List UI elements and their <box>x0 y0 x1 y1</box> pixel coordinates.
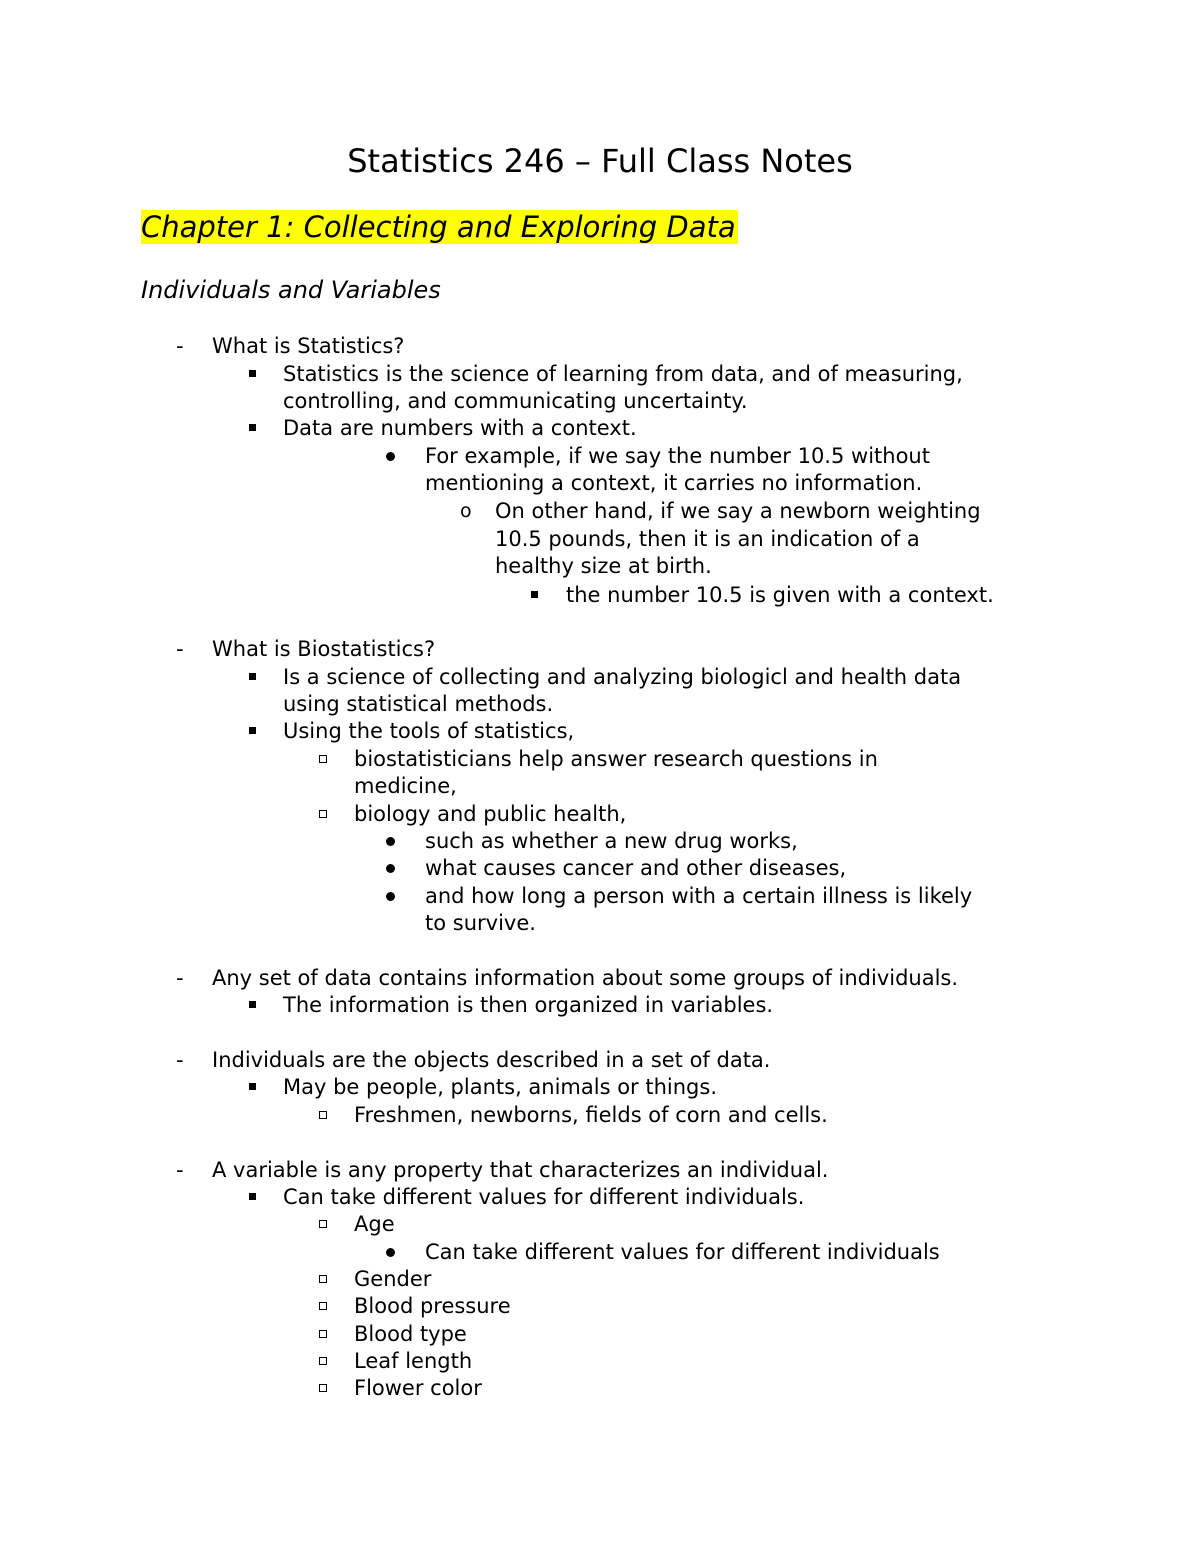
hollow-square-bullet-icon <box>319 1220 327 1228</box>
list-item: Blood type <box>354 1322 467 1346</box>
list-item: biology and public health, <box>354 802 627 826</box>
list-item: Can take different values for different individuals. <box>283 1185 805 1209</box>
dash-bullet-icon: - <box>176 966 184 990</box>
square-bullet-icon <box>249 370 256 377</box>
hollow-square-bullet-icon <box>319 1330 327 1338</box>
list-item: and how long a person with a certain illness is likely <box>425 884 973 908</box>
list-item: Freshmen, newborns, fields of corn and cells. <box>354 1103 828 1127</box>
list-item: Individuals are the objects described in a set of data. <box>212 1048 771 1072</box>
square-bullet-icon <box>249 673 256 680</box>
document-title: Statistics 246 – Full Class Notes <box>347 142 853 180</box>
dash-bullet-icon: - <box>176 637 184 661</box>
round-bullet-icon <box>386 864 395 873</box>
list-item: The information is then organized in variables. <box>283 993 774 1017</box>
dash-bullet-icon: - <box>176 334 184 358</box>
square-bullet-icon <box>249 727 256 734</box>
chapter-heading <box>141 207 738 247</box>
list-item: Can take different values for different individuals <box>425 1240 940 1264</box>
hollow-square-bullet-icon <box>319 1275 327 1283</box>
hollow-square-bullet-icon <box>319 810 327 818</box>
list-item-continued: to survive. <box>425 911 536 935</box>
list-item: Any set of data contains information about some groups of individuals. <box>212 966 959 990</box>
square-bullet-icon <box>249 1193 256 1200</box>
list-item-continued: healthy size at birth. <box>495 554 712 578</box>
list-item-continued: using statistical methods. <box>283 692 554 716</box>
list-item: Leaf length <box>354 1349 473 1373</box>
hollow-square-bullet-icon <box>319 1302 327 1310</box>
chapter-heading-text: Chapter 1: Collecting and Exploring Data <box>141 210 736 244</box>
list-item: biostatisticians help answer research questions in <box>354 747 878 771</box>
list-item: Statistics is the science of learning from data, and of measuring, <box>283 362 963 386</box>
hollow-square-bullet-icon <box>319 1111 327 1119</box>
list-item-continued: 10.5 pounds, then it is an indication of a <box>495 527 920 551</box>
round-bullet-icon <box>386 1248 395 1257</box>
list-item: What is Statistics? <box>212 334 405 358</box>
list-item: Using the tools of statistics, <box>283 719 575 743</box>
round-bullet-icon <box>386 892 395 901</box>
section-heading: Individuals and Variables <box>141 276 441 304</box>
list-item: Data are numbers with a context. <box>283 416 637 440</box>
dash-bullet-icon: - <box>176 1048 184 1072</box>
list-item: Age <box>354 1212 395 1236</box>
list-item: On other hand, if we say a newborn weighting <box>495 499 981 523</box>
round-bullet-icon <box>386 452 395 461</box>
list-item-continued: medicine, <box>354 774 457 798</box>
list-item-continued: mentioning a context, it carries no information. <box>425 471 923 495</box>
square-bullet-icon <box>249 1001 256 1008</box>
list-item: Flower color <box>354 1376 482 1400</box>
list-item: A variable is any property that characterizes an individual. <box>212 1158 829 1182</box>
hollow-square-bullet-icon <box>319 1384 327 1392</box>
list-item: such as whether a new drug works, <box>425 829 798 853</box>
circle-bullet-icon: o <box>460 500 472 522</box>
dash-bullet-icon: - <box>176 1158 184 1182</box>
list-item: May be people, plants, animals or things. <box>283 1075 717 1099</box>
square-bullet-icon <box>531 591 538 598</box>
list-item: Blood pressure <box>354 1294 511 1318</box>
list-item: For example, if we say the number 10.5 without <box>425 444 930 468</box>
square-bullet-icon <box>249 1083 256 1090</box>
hollow-square-bullet-icon <box>319 1357 327 1365</box>
list-item: Gender <box>354 1267 432 1291</box>
hollow-square-bullet-icon <box>319 755 327 763</box>
round-bullet-icon <box>386 837 395 846</box>
list-item: the number 10.5 is given with a context. <box>566 583 994 607</box>
list-item: What is Biostatistics? <box>212 637 436 661</box>
list-item: what causes cancer and other diseases, <box>425 856 847 880</box>
list-item-continued: controlling, and communicating uncertainty. <box>283 389 748 413</box>
list-item: Is a science of collecting and analyzing biologicl and health data <box>283 665 962 689</box>
square-bullet-icon <box>249 424 256 431</box>
